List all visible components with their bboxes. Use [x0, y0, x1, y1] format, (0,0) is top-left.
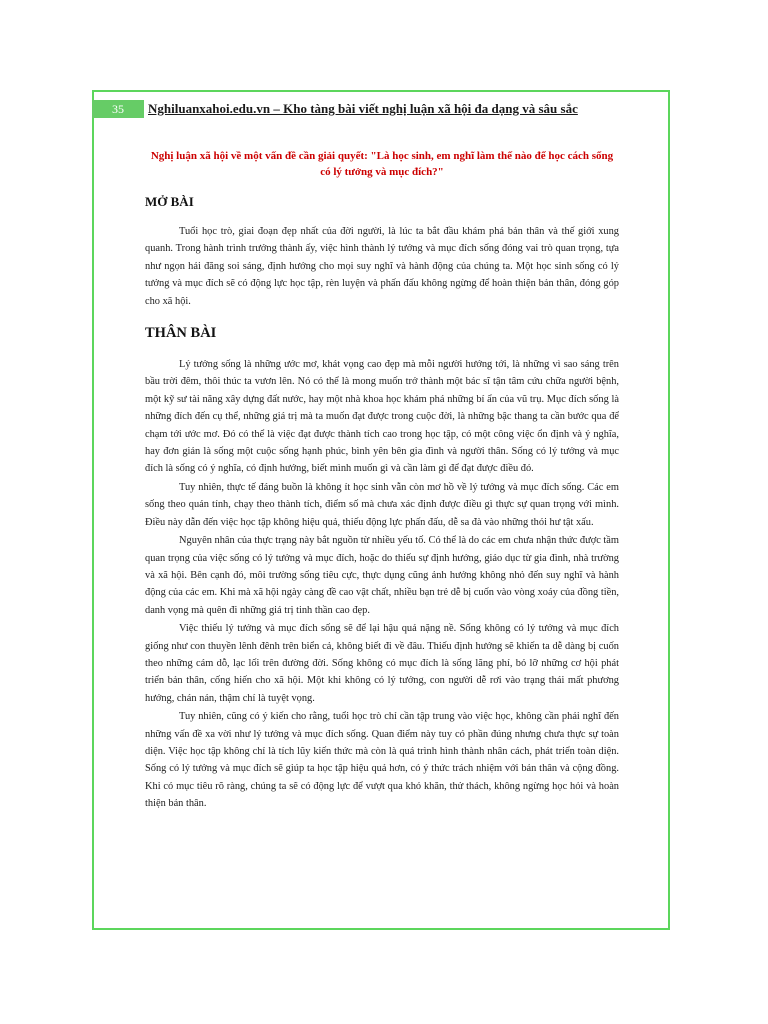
paragraph: Lý tưởng sống là những ước mơ, khát vọng cao đẹp mà mỗi người hướng tới, là những vì sao sáng trên bầu trời đêm, thôi thúc ta vươn lên. Nó có thể là mong muốn trở thành một bác sĩ tận tâm cứu chữa người bệnh, một kỹ sư tài năng xây dựng đất nước, hay một nhà khoa học khám phá những bí ẩn của vũ trụ. Mục đích sống là những đích đến cụ thể, những giá trị mà ta muốn đạt được trong cuộc đời, là những bậc thang ta cần bước qua để chạm tới ước mơ. Đó có thể là việc đạt được thành tích cao trong học tập, có một công việc ổn định và ý nghĩa, hay đơn giản là sống một cuộc sống hạnh phúc, bình yên bên gia đình và người thân. Sống có lý tưởng và mục đích là sống có ý nghĩa, có định hướng, biết mình muốn gì và cần làm gì để đạt được điều đó.	[145, 359, 619, 475]
paragraph: Nguyên nhân của thực trạng này bắt nguồn từ nhiều yếu tố. Có thể là do các em chưa nhận thức được tầm quan trọng của việc sống có lý tưởng và mục đích, hoặc do thiếu sự định hướng, giáo dục từ gia đình, nhà trường và xã hội. Bên cạnh đó, môi trường sống tiêu cực, thực dụng cũng ảnh hưởng không nhỏ đến suy nghĩ và hành động của các em. Khi mà xã hội ngày càng đề cao vật chất, nhiều bạn trẻ dễ bị cuốn vào vòng xoáy của đồng tiền, danh vọng mà quên đi những giá trị tinh thần cao đẹp.	[145, 535, 619, 616]
site-title-link[interactable]: Nghiluanxahoi.edu.vn – Kho tàng bài viết nghị luận xã hội đa dạng và sâu sắc	[148, 101, 578, 116]
paragraph: Tuy nhiên, cũng có ý kiến cho rằng, tuổi học trò chỉ cần tập trung vào việc học, không cần phải nghĩ đến những vấn đề xa vời như lý tưởng và mục đích sống. Quan điểm này tuy có phần đúng nhưng chưa thực sự toàn diện. Việc học tập không chỉ là tích lũy kiến thức mà còn là quá trình hình thành nhân cách, phát triển toàn diện. Sống có lý tưởng và mục đích sẽ giúp ta học tập hiệu quả hơn, có ý thức trách nhiệm với bản thân và cộng đồng. Khi có mục tiêu rõ ràng, chúng ta sẽ có động lực để vượt qua khó khăn, thử thách, không ngừng học hỏi và hoàn thiện bản thân.	[145, 711, 619, 810]
page-header	[92, 100, 578, 118]
page-number-badge: 35	[92, 100, 144, 118]
section-heading-mo-bai: MỞ BÀI	[145, 194, 194, 209]
paragraph: Việc thiếu lý tưởng và mục đích sống sẽ để lại hậu quả nặng nề. Sống không có lý tưởng và mục đích giống như con thuyền lênh đênh trên biển cả, không biết đi về đâu. Thiếu định hướng sẽ khiến ta dễ dàng bị cuốn theo những cám dỗ, lạc lối trên đường đời. Sống không có mục đích là sống lãng phí, bỏ lỡ những cơ hội phát triển bản thân, cống hiến cho xã hội. Một khi không có lý tưởng, con người dễ rơi vào trạng thái mất phương hướng, chán nản, thậm chí là tuyệt vọng.	[145, 623, 619, 704]
paragraph: Tuy nhiên, thực tế đáng buồn là không ít học sinh vẫn còn mơ hồ về lý tưởng và mục đích sống. Các em sống theo quán tính, chạy theo thành tích, điểm số mà chưa xác định được điều gì thực sự quan trọng với mình. Điều này dẫn đến việc học tập không hiệu quả, thiếu động lực phấn đấu, dễ sa đà vào những thói hư tật xấu.	[145, 481, 619, 528]
section-heading-than-bai: THÂN BÀI	[145, 325, 217, 342]
essay-topic: Nghị luận xã hội về một vấn đề cần giải quyết: "Là học sinh, em nghĩ làm thế nào để học cách sống có lý tưởng và mục đích?"	[150, 150, 614, 178]
document-body	[145, 148, 619, 813]
paragraph: Tuổi học trò, giai đoạn đẹp nhất của đời người, là lúc ta bắt đầu khám phá bản thân và thế giới xung quanh. Trong hành trình trưởng thành ấy, việc hình thành lý tưởng và mục đích sống đóng vai trò quan trọng, tựa như ngọn hải đăng soi sáng, định hướng cho mọi suy nghĩ và hành động của chúng ta. Một học sinh sống có lý tưởng và mục đích sẽ có động lực học tập, rèn luyện và phấn đấu không ngừng để hoàn thiện bản thân, đóng góp cho xã hội.	[145, 226, 619, 307]
